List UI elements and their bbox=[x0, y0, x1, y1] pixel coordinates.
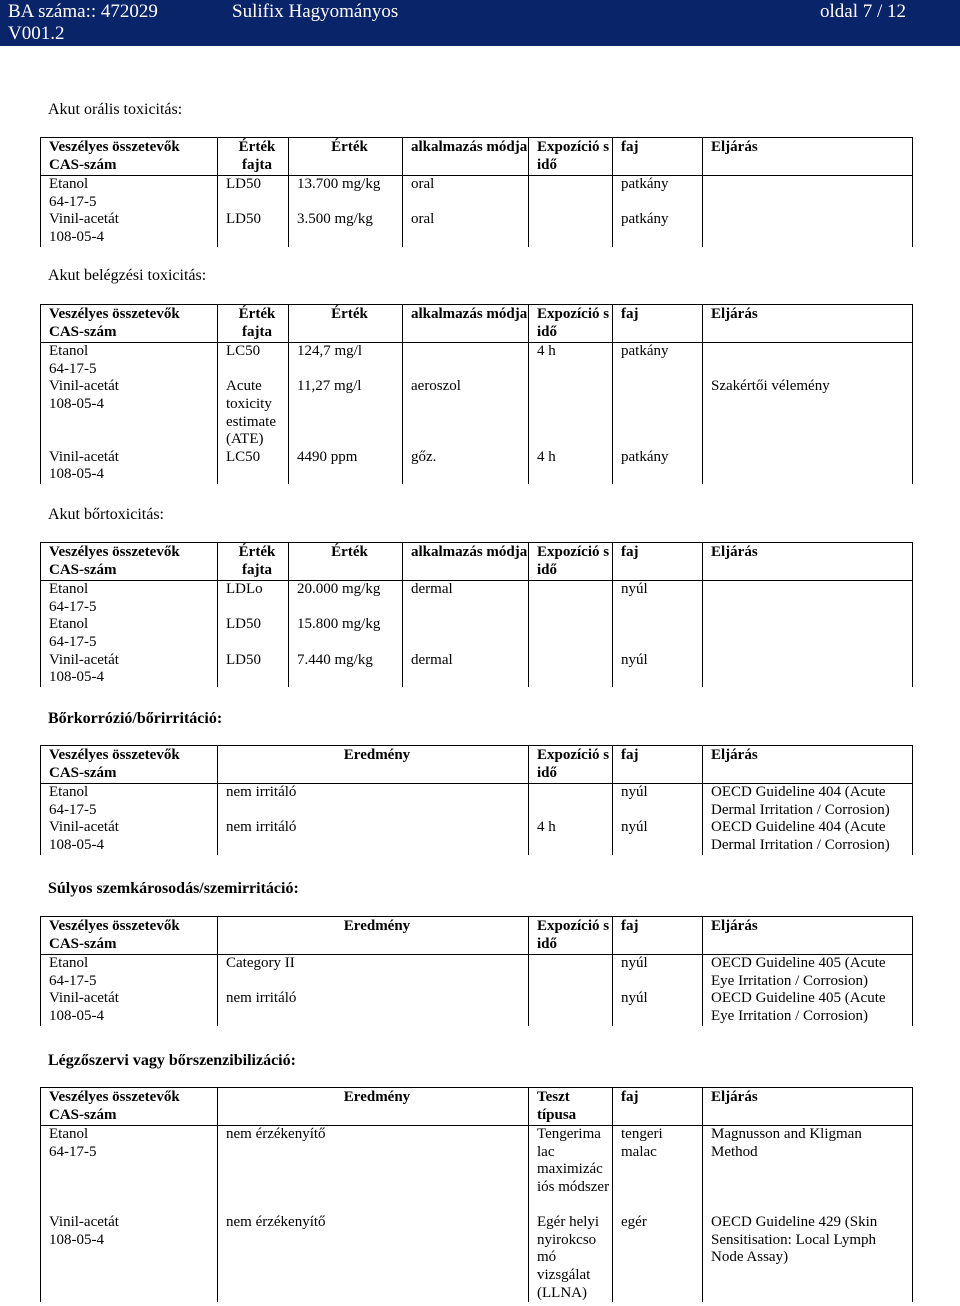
table-cell bbox=[41, 581, 218, 617]
cell-text: 64-17-5 bbox=[49, 360, 97, 377]
table-cell bbox=[41, 819, 218, 854]
table-row bbox=[41, 955, 913, 991]
header-route: alkalmazás módja bbox=[403, 138, 529, 176]
table-cell: Szakértői vélemény bbox=[703, 378, 913, 448]
table-header-cell bbox=[41, 917, 218, 955]
header-value: Érték bbox=[289, 138, 403, 176]
table-cell: nyúl bbox=[613, 652, 703, 687]
cell-text: CAS-szám bbox=[49, 1106, 117, 1123]
table-cell bbox=[703, 176, 913, 212]
table-cell: 20.000 mg/kg bbox=[289, 581, 403, 617]
table-cell: LD50 bbox=[218, 176, 289, 212]
cell-text: 64-17-5 bbox=[49, 598, 97, 615]
cell-text: 108-05-4 bbox=[49, 395, 104, 412]
table-cell bbox=[41, 1126, 218, 1215]
oral-toxicity-title: Akut orális toxicitás: bbox=[48, 101, 183, 118]
table-cell bbox=[41, 955, 218, 991]
table-cell: Egér helyi nyirokcso mó vizsgálat (LLNA) bbox=[529, 1214, 613, 1302]
table-cell bbox=[703, 652, 913, 687]
table-cell bbox=[41, 211, 218, 246]
cell-text: 108-05-4 bbox=[49, 466, 104, 483]
table-header-cell: Eljárás bbox=[703, 746, 913, 784]
table-cell: 4 h bbox=[529, 449, 613, 484]
cell-text: Veszélyes összetevők bbox=[49, 306, 180, 322]
table-cell: tengeri malac bbox=[613, 1126, 703, 1215]
table-cell bbox=[41, 616, 218, 651]
table-cell bbox=[703, 211, 913, 246]
table-row bbox=[41, 1214, 913, 1302]
cell-text: CAS-szám bbox=[49, 156, 117, 173]
table-cell: 124,7 mg/l bbox=[289, 343, 403, 379]
table-cell: OECD Guideline 429 (Skin Sensitisation: Local Lymph Node Assay) bbox=[703, 1214, 913, 1302]
table-cell: 7.440 mg/kg bbox=[289, 652, 403, 687]
table-cell: OECD Guideline 405 (Acute Eye Irritation / Corrosion) bbox=[703, 955, 913, 991]
table-cell: nem érzékenyítő bbox=[218, 1214, 529, 1302]
table-cell: 3.500 mg/kg bbox=[289, 211, 403, 246]
table-cell bbox=[529, 784, 613, 820]
table-cell bbox=[613, 378, 703, 448]
header-substance bbox=[41, 138, 218, 176]
table-cell: Magnusson and Kligman Method bbox=[703, 1126, 913, 1215]
table-cell: nyúl bbox=[613, 990, 703, 1025]
table-cell bbox=[529, 990, 613, 1025]
version: V001.2 bbox=[8, 23, 65, 44]
cell-text: 64-17-5 bbox=[49, 972, 97, 989]
table-row bbox=[41, 581, 913, 617]
cell-text: Veszélyes összetevők bbox=[49, 544, 180, 560]
table-cell: Category II bbox=[218, 955, 529, 991]
table-row bbox=[41, 784, 913, 820]
table-header-cell: Expozíció s idő bbox=[529, 543, 613, 581]
table-header-row bbox=[41, 305, 913, 343]
cell-text: Vinil-acetát bbox=[49, 990, 119, 1007]
cell-text: 108-05-4 bbox=[49, 228, 104, 245]
table-cell bbox=[529, 581, 613, 617]
table-header-cell: Érték bbox=[289, 543, 403, 581]
table-cell: 4 h bbox=[529, 343, 613, 379]
table-cell: nem irritáló bbox=[218, 990, 529, 1025]
dermal-toxicity-title: Akut bőrtoxicitás: bbox=[48, 506, 164, 523]
table-cell: 13.700 mg/kg bbox=[289, 176, 403, 212]
table-cell: LC50 bbox=[218, 343, 289, 379]
cell-text: Etanol bbox=[49, 784, 89, 801]
table-cell: nem érzékenyítő bbox=[218, 1126, 529, 1215]
table-header-cell: faj bbox=[613, 1088, 703, 1126]
table-cell: 15.800 mg/kg bbox=[289, 616, 403, 651]
table-cell bbox=[41, 1214, 218, 1302]
header-method: Eljárás bbox=[703, 138, 913, 176]
cell-text: 108-05-4 bbox=[49, 669, 104, 686]
table-cell bbox=[529, 616, 613, 651]
table-cell: patkány bbox=[613, 176, 703, 212]
table-header-cell: Eredmény bbox=[218, 917, 529, 955]
cell-text: 108-05-4 bbox=[49, 1007, 104, 1024]
table-header-row bbox=[41, 1088, 913, 1126]
table-cell: egér bbox=[613, 1214, 703, 1302]
table-cell: oral bbox=[403, 176, 529, 212]
table-cell bbox=[529, 955, 613, 991]
table-header-cell: Eljárás bbox=[703, 543, 913, 581]
table-header-cell bbox=[41, 746, 218, 784]
table-header-row bbox=[41, 138, 913, 176]
table-cell bbox=[703, 616, 913, 651]
table-header-cell: Érték fajta bbox=[218, 543, 289, 581]
table-cell bbox=[41, 176, 218, 212]
table-row bbox=[41, 176, 913, 212]
table-cell: nyúl bbox=[613, 819, 703, 854]
cell-text: Veszélyes összetevők bbox=[49, 139, 180, 155]
header-exposure: Expozíció s idő bbox=[529, 138, 613, 176]
cell-text: Vinil-acetát bbox=[49, 651, 119, 668]
table-header-cell: Expozíció s idő bbox=[529, 305, 613, 343]
table-row bbox=[41, 211, 913, 246]
cell-text: Vinil-acetát bbox=[49, 819, 119, 836]
table-row bbox=[41, 819, 913, 854]
table-cell bbox=[529, 211, 613, 246]
table-cell bbox=[41, 343, 218, 379]
cell-text: Vinil-acetát bbox=[49, 378, 119, 395]
cell-text: Etanol bbox=[49, 581, 89, 598]
eye-damage-table bbox=[40, 916, 913, 1026]
table-cell: 4490 ppm bbox=[289, 449, 403, 484]
table-header-cell: Teszt típusa bbox=[529, 1088, 613, 1126]
cell-text: CAS-szám bbox=[49, 764, 117, 781]
cell-text: 108-05-4 bbox=[49, 836, 104, 853]
cell-text: Veszélyes összetevők bbox=[49, 1089, 180, 1105]
table-cell bbox=[41, 652, 218, 687]
table-cell: nem irritáló bbox=[218, 819, 529, 854]
sensitisation-title: Légzőszervi vagy bőrszenzibilizáció: bbox=[48, 1052, 296, 1069]
table-cell: Acute toxicity estimate (ATE) bbox=[218, 378, 289, 448]
table-cell bbox=[529, 378, 613, 448]
inhalation-toxicity-table bbox=[40, 304, 913, 484]
oral-toxicity-table bbox=[40, 137, 913, 247]
table-header-cell bbox=[41, 305, 218, 343]
cell-text: 108-05-4 bbox=[49, 1231, 104, 1248]
cell-text: CAS-szám bbox=[49, 561, 117, 578]
table-header-cell: Eredmény bbox=[218, 746, 529, 784]
cell-text: Veszélyes összetevők bbox=[49, 918, 180, 934]
cell-text: Vinil-acetát bbox=[49, 1214, 119, 1231]
table-cell: patkány bbox=[613, 343, 703, 379]
cell-text: CAS-szám bbox=[49, 323, 117, 340]
table-cell: patkány bbox=[613, 449, 703, 484]
table-cell bbox=[703, 449, 913, 484]
table-header-row bbox=[41, 543, 913, 581]
cell-text: 64-17-5 bbox=[49, 1143, 97, 1160]
table-cell bbox=[41, 378, 218, 448]
cell-text: Etanol bbox=[49, 1126, 89, 1143]
skin-corrosion-title: Bőrkorrózió/bőrirritáció: bbox=[48, 710, 223, 727]
table-cell bbox=[41, 990, 218, 1025]
table-header-cell: Eljárás bbox=[703, 305, 913, 343]
table-cell: gőz. bbox=[403, 449, 529, 484]
table-cell bbox=[41, 784, 218, 820]
table-header-cell: Érték fajta bbox=[218, 305, 289, 343]
cell-text: Vinil-acetát bbox=[49, 211, 119, 228]
table-cell bbox=[529, 652, 613, 687]
table-row bbox=[41, 449, 913, 484]
table-cell: LD50 bbox=[218, 616, 289, 651]
table-cell bbox=[703, 581, 913, 617]
table-cell bbox=[529, 176, 613, 212]
inhalation-toxicity-title: Akut belégzési toxicitás: bbox=[48, 267, 207, 284]
table-cell: Tengerima lac maximizác iós módszer bbox=[529, 1126, 613, 1215]
document-header bbox=[0, 0, 960, 46]
table-header-cell: faj bbox=[613, 305, 703, 343]
table-header-cell: alkalmazás módja bbox=[403, 543, 529, 581]
table-cell: dermal bbox=[403, 581, 529, 617]
table-row bbox=[41, 652, 913, 687]
table-cell: aeroszol bbox=[403, 378, 529, 448]
table-header-cell: Expozíció s idő bbox=[529, 746, 613, 784]
table-header-cell: Eljárás bbox=[703, 917, 913, 955]
table-cell bbox=[41, 449, 218, 484]
table-header-cell: Eredmény bbox=[218, 1088, 529, 1126]
table-cell: LC50 bbox=[218, 449, 289, 484]
product-name: Sulifix Hagyományos bbox=[232, 1, 399, 22]
cell-text: Etanol bbox=[49, 955, 89, 972]
cell-text: Etanol bbox=[49, 616, 89, 633]
doc-number: BA száma:: 472029 bbox=[8, 1, 158, 22]
table-cell: LD50 bbox=[218, 211, 289, 246]
table-row bbox=[41, 1126, 913, 1215]
table-header-cell bbox=[41, 1088, 218, 1126]
sensitisation-table bbox=[40, 1087, 913, 1302]
table-cell: OECD Guideline 404 (Acute Dermal Irritation / Corrosion) bbox=[703, 819, 913, 854]
table-header-cell: Érték bbox=[289, 305, 403, 343]
table-cell bbox=[403, 343, 529, 379]
cell-text: 64-17-5 bbox=[49, 193, 97, 210]
table-cell: 11,27 mg/l bbox=[289, 378, 403, 448]
table-header-cell: Eljárás bbox=[703, 1088, 913, 1126]
dermal-toxicity-table bbox=[40, 542, 913, 687]
table-cell bbox=[703, 343, 913, 379]
header-species: faj bbox=[613, 138, 703, 176]
cell-text: Vinil-acetát bbox=[49, 448, 119, 465]
table-header-cell: faj bbox=[613, 917, 703, 955]
table-cell: LD50 bbox=[218, 652, 289, 687]
cell-text: Etanol bbox=[49, 343, 89, 360]
table-row bbox=[41, 990, 913, 1025]
skin-corrosion-table bbox=[40, 745, 913, 855]
cell-text: Etanol bbox=[49, 176, 89, 193]
table-row bbox=[41, 378, 913, 448]
table-cell: 4 h bbox=[529, 819, 613, 854]
table-header-cell: faj bbox=[613, 543, 703, 581]
table-cell: LDLo bbox=[218, 581, 289, 617]
table-cell: OECD Guideline 404 (Acute Dermal Irritation / Corrosion) bbox=[703, 784, 913, 820]
table-cell: OECD Guideline 405 (Acute Eye Irritation / Corrosion) bbox=[703, 990, 913, 1025]
table-header-cell: alkalmazás módja bbox=[403, 305, 529, 343]
table-header-cell: faj bbox=[613, 746, 703, 784]
table-header-row bbox=[41, 746, 913, 784]
table-cell: dermal bbox=[403, 652, 529, 687]
table-cell: nyúl bbox=[613, 784, 703, 820]
table-header-cell bbox=[41, 543, 218, 581]
header-value-type: Érték fajta bbox=[218, 138, 289, 176]
table-cell: nem irritáló bbox=[218, 784, 529, 820]
table-header-cell: Expozíció s idő bbox=[529, 917, 613, 955]
table-row bbox=[41, 616, 913, 651]
table-cell: nyúl bbox=[613, 955, 703, 991]
table-header-row bbox=[41, 917, 913, 955]
table-cell bbox=[403, 616, 529, 651]
page-number: oldal 7 / 12 bbox=[820, 1, 907, 22]
cell-text: 64-17-5 bbox=[49, 801, 97, 818]
table-cell: oral bbox=[403, 211, 529, 246]
cell-text: Veszélyes összetevők bbox=[49, 747, 180, 763]
table-cell: nyúl bbox=[613, 581, 703, 617]
table-row bbox=[41, 343, 913, 379]
table-cell bbox=[613, 616, 703, 651]
cell-text: 64-17-5 bbox=[49, 633, 97, 650]
eye-damage-title: Súlyos szemkárosodás/szemirritáció: bbox=[48, 880, 299, 897]
table-cell: patkány bbox=[613, 211, 703, 246]
cell-text: CAS-szám bbox=[49, 935, 117, 952]
